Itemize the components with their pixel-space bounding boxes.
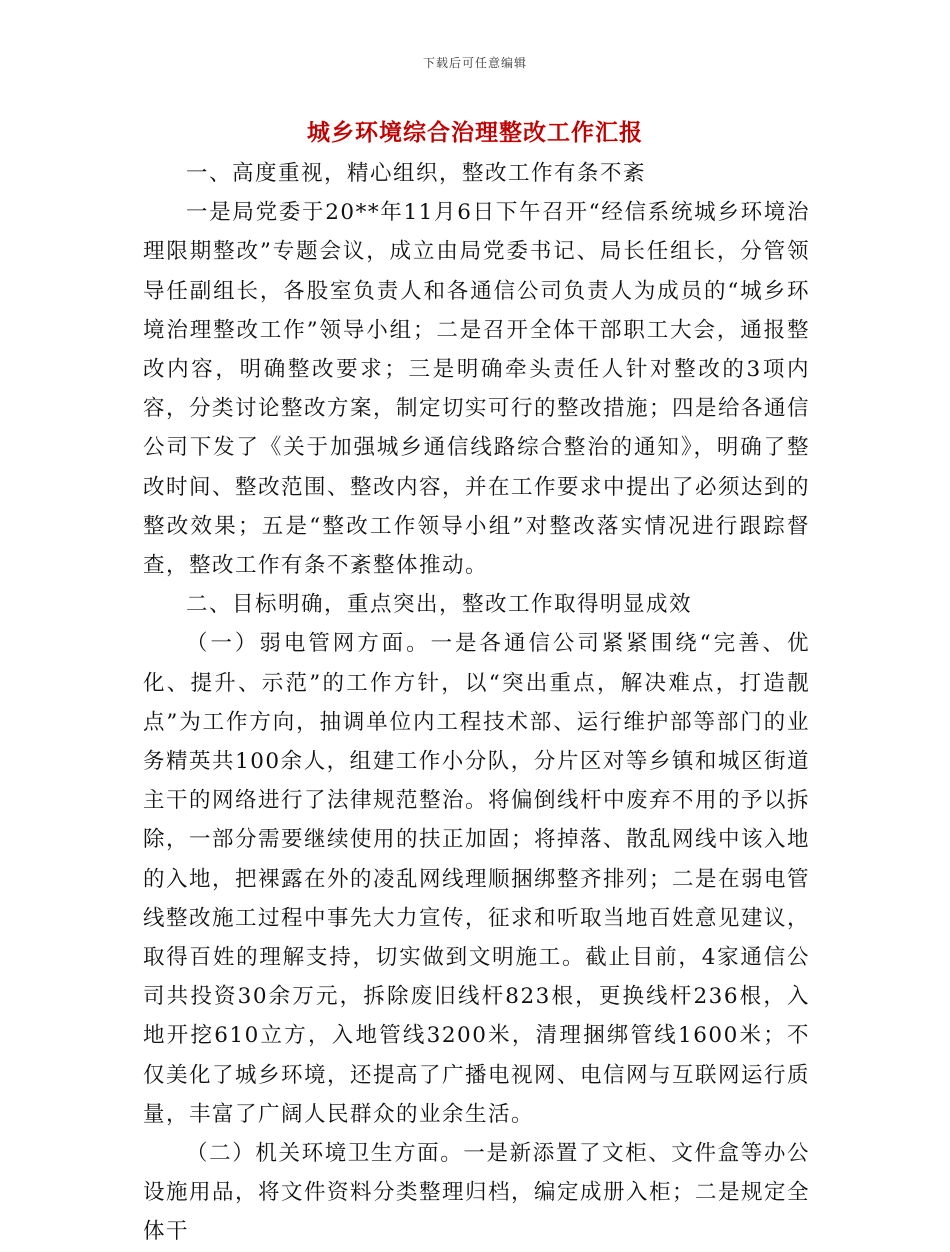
body-paragraph-3: （二）机关环境卫生方面。一是新添置了文柜、文件盒等办公设施用品，将文件资料分类整理归档，编定成册入柜；二是规定全体干 (143, 1141, 811, 1245)
body-paragraph-1: 一是局党委于20**年11月6日下午召开“经信系统城乡环境治理限期整改”专题会议，成立由局党委书记、局长任组长，分管领导任副组长，各股室负责人和各通信公司负责人为成员的“城乡环境治理整改工作”领导小组；二是召开全体干部职工大会，通报整改内容，明确整改要求；三是明确牵头责任人针对整改的3项内容，分类讨论整改方案，制定切实可行的整改措施；四是给各通信公司下发了《关于加强城乡通信线路综合整治的通知》，明确了整改时间、整改范围、整改内容，并在工作要求中提出了必须达到的整改效果；五是“整改工作领导小组”对整改落实情况进行跟踪督查，整改工作有条不紊整体推动。 (143, 200, 811, 579)
document-title: 城乡环境综合治理整改工作汇报 (307, 119, 643, 146)
body-paragraph-2: （一）弱电管网方面。一是各通信公司紧紧围绕“完善、优化、提升、示范”的工作方针，以“突出重点，解决难点，打造靓点”为工作方向，抽调单位内工程技术部、运行维护部等部门的业务精英共100余人，组建工作小分队，分片区对等乡镇和城区街道主干的网络进行了法律规范整治。将偏倒线杆中废弃不用的予以拆除，一部分需要继续使用的扶正加固；将掉落、散乱网线中该入地的入地，把裸露在外的凌乱网线理顺捆绑整齐排列；二是在弱电管线整改施工过程中事先大力宣传，征求和听取当地百姓意见建议，取得百姓的理解支持，切实做到文明施工。截止目前，4家通信公司共投资30余万元，拆除废旧线杆823根，更换线杆236根，入地开挖610立方，入地管线3200米，清理捆绑管线1600米；不仅美化了城乡环境，还提高了广播电视网、电信网与互联网运行质量，丰富了广阔人民群众的业余生活。 (143, 631, 811, 1127)
section-heading-1: 一、高度重视，精心组织，整改工作有条不紊 (186, 161, 647, 186)
section-heading-2: 二、目标明确，重点突出，整改工作取得明显成效 (186, 592, 693, 618)
page-header-note: 下载后可任意编辑 (422, 56, 527, 70)
document-body (143, 154, 810, 1252)
